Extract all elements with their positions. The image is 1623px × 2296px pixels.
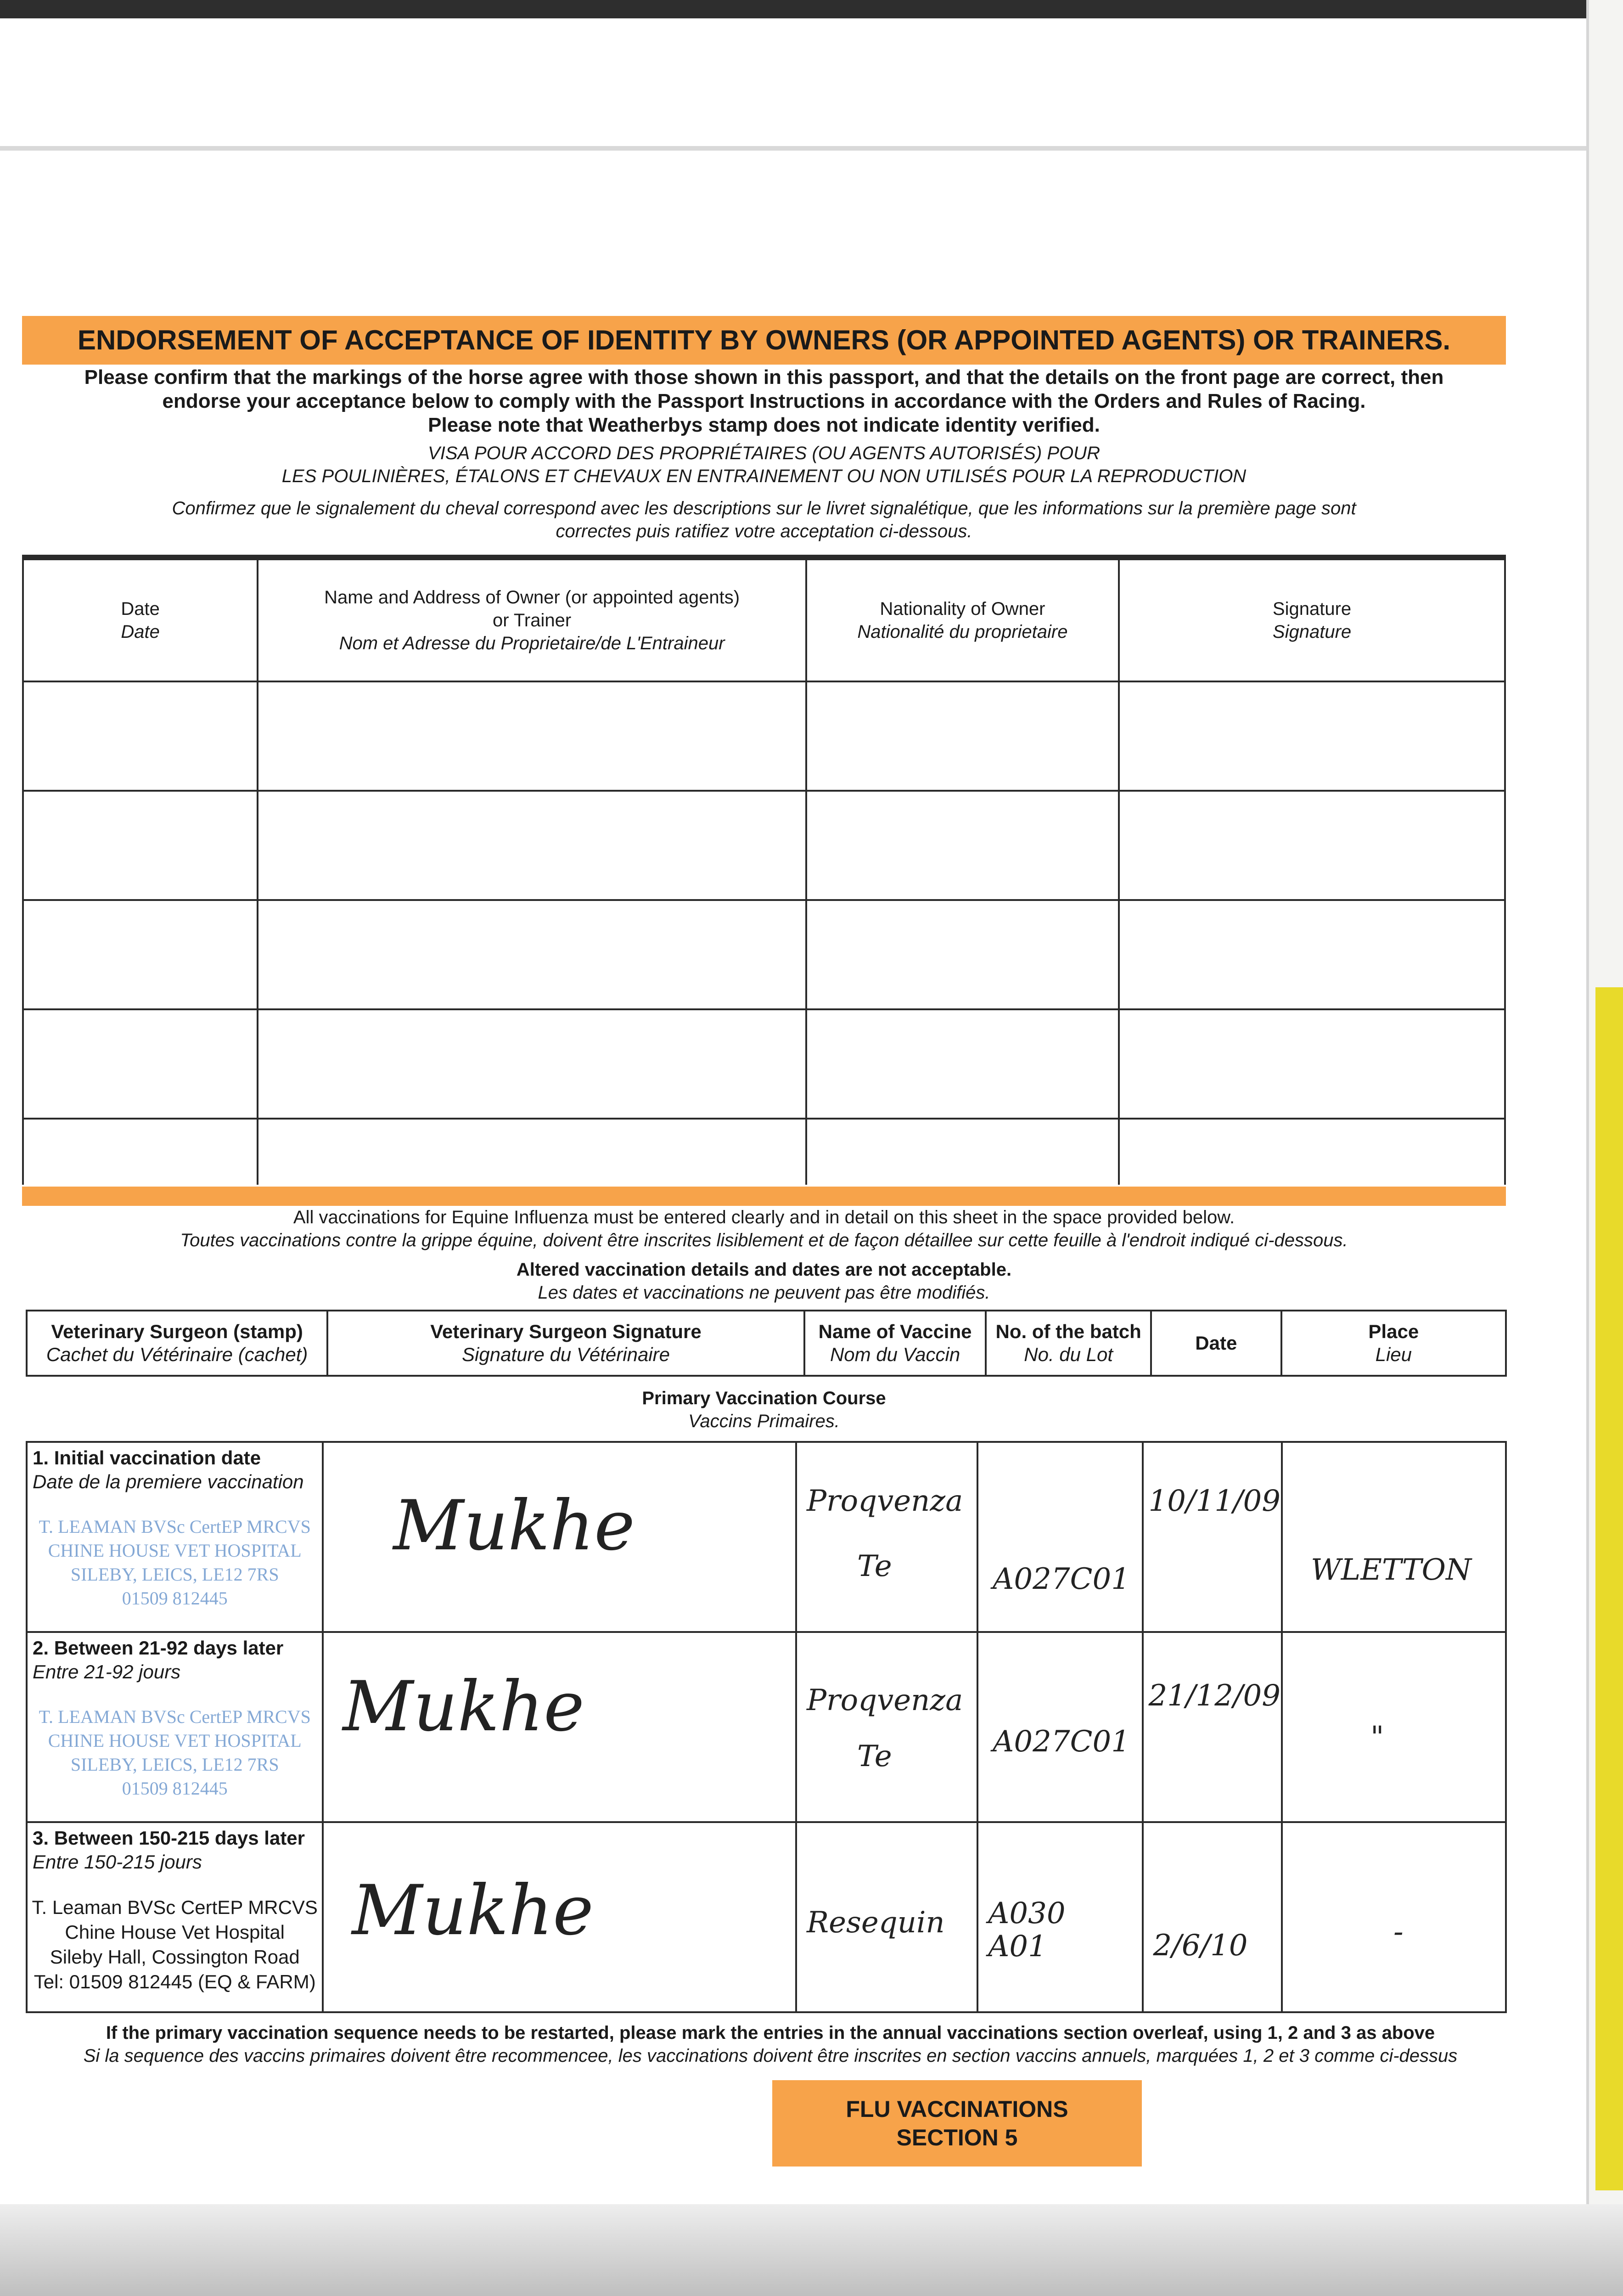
- place: WLETTON: [1310, 1553, 1471, 1587]
- endorsement-heading: ENDORSEMENT OF ACCEPTANCE OF IDENTITY BY OWNERS (OR APPOINTED AGENTS) OR TRAINERS.: [22, 316, 1506, 365]
- column-header-batch: No. of the batch No. du Lot: [986, 1311, 1151, 1376]
- column-header-signature: Signature Signature: [1119, 557, 1505, 681]
- restart-en: If the primary vaccination sequence needs to be restarted, please mark the entries in the annual vaccinations section overleaf, using 1, 2 and 3 as above: [106, 2023, 1435, 2043]
- date-cell: [1143, 1632, 1282, 1822]
- signature-cell[interactable]: [1119, 900, 1505, 1009]
- vaccination-banner: [22, 1187, 1506, 1206]
- french-heading-line: VISA POUR ACCORD DES PROPRIÉTAIRES (OU AGENTS AUTORISÉS) POUR: [428, 443, 1100, 463]
- table-row: [23, 681, 1505, 791]
- altered-notice: [22, 1258, 1506, 1304]
- instruction-line: endorse your acceptance below to comply with the Passport Instructions in accordance with the Orders and Rules of Racing.: [162, 390, 1366, 412]
- batch-number: A027C01: [993, 1725, 1130, 1759]
- vet-signature: Mukhe: [352, 1871, 594, 1951]
- owner-cell[interactable]: [258, 791, 806, 900]
- restart-notice: [22, 2021, 1519, 2067]
- vaccine-suffix: Te: [857, 1739, 892, 1773]
- place-cell: [1282, 1442, 1506, 1632]
- row-label-fr: Date de la premiere vaccination: [33, 1471, 304, 1492]
- table-header-row: [27, 1311, 1506, 1376]
- owner-cell[interactable]: [258, 900, 806, 1009]
- primary-en: Primary Vaccination Course: [642, 1388, 886, 1408]
- instruction-line: Please confirm that the markings of the horse agree with those shown in this passport, and that the details on the front page are correct, then: [84, 366, 1444, 388]
- table-header-row: [23, 557, 1505, 681]
- yellow-page-edge: [1595, 987, 1623, 2190]
- nationality-cell[interactable]: [806, 791, 1119, 900]
- place-cell: [1282, 1632, 1506, 1822]
- table-row: [23, 1119, 1505, 1185]
- place: ": [1370, 1720, 1384, 1754]
- vaccine-cell: [796, 1442, 977, 1632]
- signature-cell[interactable]: [1119, 1119, 1505, 1185]
- intro-en: All vaccinations for Equine Influenza must be entered clearly and in detail on this sheet in the space provided below.: [293, 1207, 1235, 1227]
- vet-stamp: T. LEAMAN BVSc CertEP MRCVS CHINE HOUSE VET HOSPITAL SILEBY, LEICS, LE12 7RS 01509 812445: [39, 1516, 311, 1609]
- section-tab-title: FLU VACCINATIONS: [846, 2096, 1068, 2122]
- vet-stamp-cell: [27, 1632, 323, 1822]
- owner-cell[interactable]: [258, 1009, 806, 1119]
- instruction-line: Please note that Weatherbys stamp does not indicate identity verified.: [428, 414, 1100, 436]
- table-row: [27, 1632, 1506, 1822]
- nationality-cell[interactable]: [806, 681, 1119, 791]
- column-header-date: Date Date: [23, 557, 258, 681]
- row-label-fr: Entre 21-92 jours: [33, 1661, 181, 1683]
- date-cell[interactable]: [23, 791, 258, 900]
- vaccination-date: 10/11/09: [1148, 1484, 1280, 1518]
- column-header-owner: Name and Address of Owner (or appointed agents) or Trainer Nom et Adresse du Proprietaire/de L'Entraineur: [258, 557, 806, 681]
- batch-number: A030 A01: [988, 1896, 1066, 1964]
- vaccine-cell: [796, 1822, 977, 2012]
- vet-stamp-cell: [27, 1822, 323, 2012]
- owner-endorsement-table: [22, 555, 1506, 1185]
- vaccination-date: 21/12/09: [1148, 1679, 1280, 1713]
- owner-cell[interactable]: [258, 1119, 806, 1185]
- owner-cell[interactable]: [258, 681, 806, 791]
- date-cell: [1143, 1442, 1282, 1632]
- vet-signature-cell: [323, 1632, 796, 1822]
- vaccine-cell: [796, 1632, 977, 1822]
- batch-cell: [977, 1442, 1142, 1632]
- vaccine-name: Proqvenza: [806, 1484, 963, 1518]
- endorsement-instructions: [22, 366, 1506, 437]
- primary-fr: Vaccins Primaires.: [688, 1411, 840, 1431]
- french-instruction-line: Confirmez que le signalement du cheval correspond avec les descriptions sur le livret signalétique, que les informations sur la première page sont: [172, 498, 1356, 518]
- signature-cell[interactable]: [1119, 791, 1505, 900]
- column-header-vet-signature: Veterinary Surgeon Signature Signature du Vétérinaire: [327, 1311, 804, 1376]
- column-header-date: Date: [1151, 1311, 1281, 1376]
- table-row: [23, 791, 1505, 900]
- nationality-cell[interactable]: [806, 1119, 1119, 1185]
- scan-top-edge: [0, 0, 1623, 18]
- date-cell: [1143, 1822, 1282, 2012]
- column-header-nationality: Nationality of Owner Nationalité du proprietaire: [806, 557, 1119, 681]
- signature-cell[interactable]: [1119, 681, 1505, 791]
- date-cell[interactable]: [23, 681, 258, 791]
- french-heading-line: LES POULINIÈRES, ÉTALONS ET CHEVAUX EN ENTRAINEMENT OU NON UTILISÉS POUR LA REPRODUCTION: [281, 466, 1247, 486]
- date-cell[interactable]: [23, 900, 258, 1009]
- primary-course-heading: [22, 1387, 1506, 1433]
- table-row: [27, 1822, 1506, 2012]
- french-instructions: [22, 497, 1506, 543]
- place-cell: [1282, 1822, 1506, 2012]
- vet-stamp-cell: [27, 1442, 323, 1632]
- french-instruction-line: correctes puis ratifiez votre acceptation ci-dessous.: [556, 521, 972, 541]
- vet-stamp: T. LEAMAN BVSc CertEP MRCVS CHINE HOUSE VET HOSPITAL SILEBY, LEICS, LE12 7RS 01509 812445: [39, 1706, 311, 1799]
- column-header-vet-stamp: Veterinary Surgeon (stamp) Cachet du Vétérinaire (cachet): [27, 1311, 327, 1376]
- vaccination-header-table: [26, 1310, 1507, 1377]
- date-cell[interactable]: [23, 1009, 258, 1119]
- column-header-vaccine: Name of Vaccine Nom du Vaccin: [804, 1311, 986, 1376]
- batch-number: A027C01: [993, 1562, 1130, 1596]
- row-label: 1. Initial vaccination date: [33, 1447, 261, 1469]
- nationality-cell[interactable]: [806, 1009, 1119, 1119]
- vet-signature-cell: [323, 1442, 796, 1632]
- restart-fr: Si la sequence des vaccins primaires doivent être recommencee, les vaccinations doivent être inscrites en section vaccins annuels, marquées 1, 2 et 3 comme ci-dessus: [83, 2046, 1458, 2066]
- primary-vaccination-table: [26, 1441, 1507, 2013]
- date-cell[interactable]: [23, 1119, 258, 1185]
- table-row: [23, 1009, 1505, 1119]
- table-row: [23, 900, 1505, 1009]
- vaccine-name: Proqvenza: [806, 1683, 963, 1717]
- section-tab: [772, 2080, 1142, 2167]
- row-label: 3. Between 150-215 days later: [33, 1827, 305, 1849]
- batch-cell: [977, 1632, 1142, 1822]
- scan-bottom-edge: [0, 2204, 1623, 2296]
- row-label-fr: Entre 150-215 jours: [33, 1851, 202, 1873]
- vaccination-intro: [22, 1206, 1506, 1252]
- vet-signature-cell: [323, 1822, 796, 2012]
- vaccination-date: 2/6/10: [1153, 1929, 1248, 1963]
- vet-signature: Mukhe: [343, 1667, 584, 1747]
- vet-signature: Mukhe: [393, 1486, 635, 1566]
- intro-fr: Toutes vaccinations contre la grippe équine, doivent être inscrites lisiblement et de façon détaillee sur cette feuille à l'endroit indiqué ci-dessous.: [180, 1230, 1348, 1250]
- row-label: 2. Between 21-92 days later: [33, 1637, 284, 1659]
- place: -: [1393, 1915, 1404, 1949]
- altered-fr: Les dates et vaccinations ne peuvent pas être modifiés.: [538, 1283, 990, 1303]
- vaccine-suffix: Te: [857, 1549, 892, 1583]
- table-row: [27, 1442, 1506, 1632]
- french-heading: [22, 442, 1506, 488]
- signature-cell[interactable]: [1119, 1009, 1505, 1119]
- vet-address-stamp: T. Leaman BVSc CertEP MRCVS Chine House Vet Hospital Sileby Hall, Cossington Road Tel: 01509 812445 (EQ & FARM): [32, 1896, 318, 1992]
- column-header-place: Place Lieu: [1281, 1311, 1506, 1376]
- altered-en: Altered vaccination details and dates are not acceptable.: [516, 1260, 1012, 1280]
- section-tab-number: SECTION 5: [896, 2125, 1018, 2150]
- batch-cell: [977, 1822, 1142, 2012]
- page-fold-line: [0, 146, 1623, 151]
- vaccine-name: Resequin: [806, 1906, 945, 1940]
- nationality-cell[interactable]: [806, 900, 1119, 1009]
